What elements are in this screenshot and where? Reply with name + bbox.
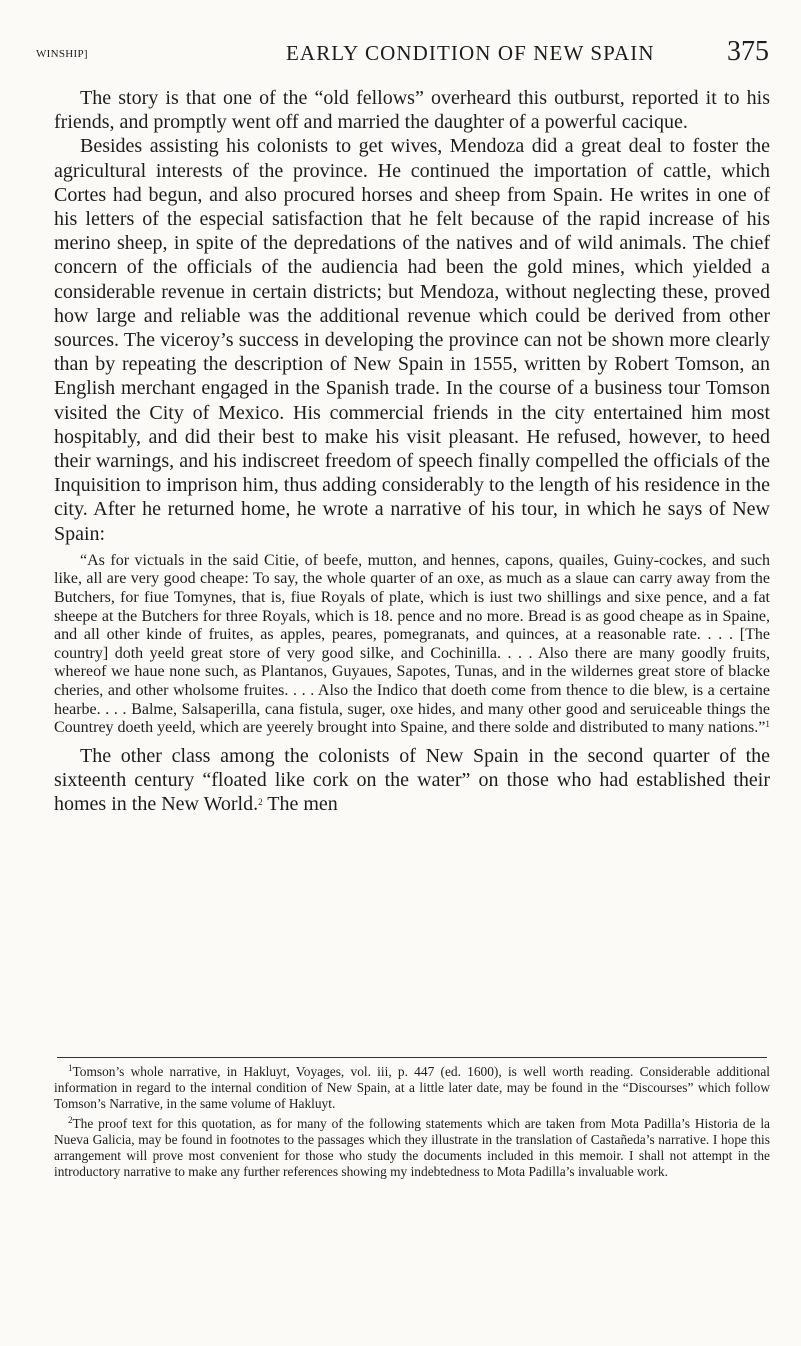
running-head-author: WINSHIP] bbox=[36, 48, 88, 60]
footnote-1-text: Tomson’s whole narrative, in Hakluyt, Voyages, vol. iii, p. 447 (ed. 1600), is well worth reading. Considerable additional information in regard to the internal condition of New Spain, at a little later date, may be found in the “Discourses” which follow Tomson’s Narrative, in the same volume of Hakluyt. bbox=[54, 1064, 770, 1111]
footnote-2-text: The proof text for this quotation, as for many of the following statements which are taken from Mota Padilla’s Historia de la Nueva Galicia, may be found in footnotes to the passages which they illustrate in the translation of Castañeda’s narrative. I hope this arrangement will prove most convenient for those who study the documents included in this memoir. I shall not attempt in the introductory narrative to make any further references showing my indebtedness to Mota Padilla’s invaluable work. bbox=[54, 1116, 770, 1179]
footnote-2 bbox=[54, 1116, 770, 1180]
running-header bbox=[36, 30, 775, 67]
paragraph-3-text: The other class among the colonists of New Spain in the second quarter of the sixteenth century “floated like cork on the water” on those who had established their homes in the New World. bbox=[54, 744, 770, 816]
main-text bbox=[54, 86, 770, 816]
footnote-divider bbox=[57, 1057, 767, 1058]
footnotes bbox=[54, 1064, 770, 1184]
paragraph-3 bbox=[54, 744, 770, 817]
paragraph-3-tail: The men bbox=[262, 793, 338, 816]
quote-text: “As for victuals in the said Citie, of beefe, mutton, and hennes, capons, quailes, Guiny-cockes, and such like, all are very good cheape: To say, the whole quarter of an oxe, as much as a slaue can carry away from the Butchers, for fiue Tomynes, that is, fiue Royals of plate, which is iust two shillings and sixe pence, and a fat sheepe at the Butchers for three Royals, which is 18. pence and no more. Bread is as good cheape as in Spaine, and all other kinde of fruites, as apples, peares, pomegranats, and quinces, at a reasonable rate. . . . [The country] doth yeeld great store of very good silke, and Cochinilla. . . . Also there are many goodly fruits, whereof we haue none such, as Plantanos, Guyaues, Sapotes, Tunas, and in the wildernes great store of blacke cheries, and other wholsome fruites. . . . Also the Indico that doeth come from thence to die blew, is a certaine hearbe. . . . Balme, Salsaperilla, cana fistula, suger, oxe hides, and many other good and seruiceable things the Countrey doeth yeeld, which are yeerely brought into Spaine, and there solde and distributed to many nations.” bbox=[54, 551, 770, 737]
page-number: 375 bbox=[727, 36, 769, 67]
paragraph-2: Besides assisting his colonists to get wives, Mendoza did a great deal to foster the agricultural interests of the province. He continued the importation of cattle, which Cortes had begun, and also procured horses and sheep from Spain. He writes in one of his letters of the especial satisfaction that he felt because of the rapid increase of his merino sheep, in spite of the depredations of the natives and of wild animals. The chief concern of the officials of the audiencia had been the gold mines, which yielded a considerable revenue in certain districts; but Mendoza, without neglecting these, proved how large and reliable was the additional revenue which could be derived from other sources. The viceroy’s success in developing the province can not be shown more clearly than by repeating the description of New Spain in 1555, written by Robert Tomson, an English merchant engaged in the Spanish trade. In the course of a business tour Tomson visited the City of Mexico. His commercial friends in the city entertained him most hospitably, and did their best to make his visit pleasant. He refused, however, to heed their warnings, and his indiscreet freedom of speech finally compelled the officials of the Inquisition to imprison him, thus adding considerably to the length of his residence in the city. After he returned home, he wrote a narrative of his tour, in which he says of New Spain: bbox=[54, 135, 770, 545]
running-title: EARLY CONDITION OF NEW SPAIN bbox=[286, 41, 655, 65]
block-quote bbox=[54, 552, 770, 738]
footnote-marker-1: 1 bbox=[68, 1063, 73, 1073]
footnote-ref-2: 2 bbox=[258, 797, 263, 808]
footnote-1 bbox=[54, 1064, 770, 1112]
footnote-ref-1: 1 bbox=[765, 719, 770, 730]
paragraph-1: The story is that one of the “old fellows” overheard this outburst, reported it to his friends, and promptly went off and married the daughter of a powerful cacique. bbox=[54, 87, 770, 134]
footnote-marker-2: 2 bbox=[68, 1115, 73, 1125]
